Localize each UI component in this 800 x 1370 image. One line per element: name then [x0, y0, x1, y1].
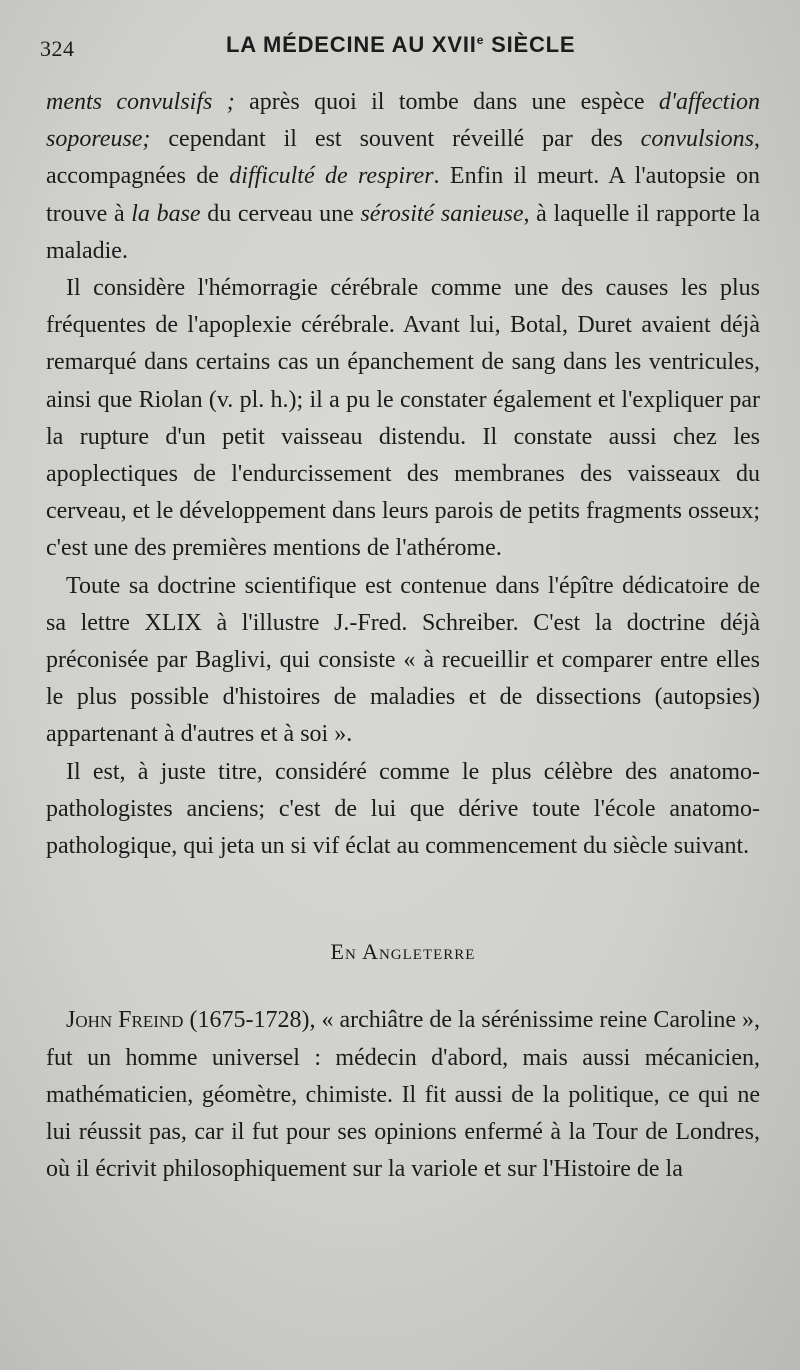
person-name: John Freind: [66, 1007, 184, 1034]
paragraph-freind-text: (1675-1728), « archiâtre de la sérénissime reine Caroline », fut un homme universel : médecin d'abord, mais aussi mécanicien, mathématicien, géomètre, chimiste. Il fit aussi de la politique, ce qui ne lui réussit pas, car il fut pour ses opinions enfermé à la Tour de Londres, où il écrivit philosophiquement sur la variole et sur l'Histoire de la: [46, 1007, 760, 1183]
paragraph-legacy: Il est, à juste titre, considéré comme le plus célèbre des anatomo-pathologistes anciens; c'est de lui que dérive toute l'école anatomo-pathologique, qui jeta un si vif éclat au commencement du siècle suivant.: [46, 758, 760, 860]
italic-term: d'affection soporeuse;: [46, 89, 760, 153]
running-title-superscript: e: [476, 33, 485, 47]
paragraph-hemorrhage: Il considère l'hémorragie cérébrale comme une des causes les plus fréquentes de l'apoplexie cérébrale. Avant lui, Botal, Duret avaient déjà remarqué dans certains cas un épanchement de sang dans les ventricules, ainsi que Riolan (v. pl. h.); il a pu le constater également et l'expliquer par la rupture d'un petit vaisseau distendu. Il constate aussi chez les apoplectiques de l'endurcissement des membranes des vaisseaux du cerveau, et le développement dans leurs parois de petits fragments osseux; c'est une des premières mentions de l'athérome.: [46, 275, 760, 562]
italic-term: sérosité sanieuse: [360, 200, 524, 227]
paragraph-continuation: [46, 84, 760, 270]
running-title: [226, 32, 575, 58]
italic-term: difficulté de respirer: [229, 163, 434, 190]
paragraph-freind: [46, 1002, 760, 1188]
text-run: , accompagnées de: [46, 126, 760, 190]
text-run: , à laquelle il rapporte la maladie.: [46, 200, 760, 264]
text-run: après quoi il tombe dans une espèce: [234, 89, 659, 115]
running-title-main: LA MÉDECINE AU XVII: [226, 32, 477, 57]
running-title-end: SIÈCLE: [484, 32, 576, 57]
section-heading: En Angleterre: [330, 939, 476, 965]
italic-term: convulsions: [640, 126, 754, 153]
italic-term: la base: [131, 200, 201, 227]
paragraph-doctrine: Toute sa doctrine scientifique est contenue dans l'épître dédicatoire de sa lettre XLIX à l'illustre J.-Fred. Schreiber. C'est la doctrine déjà préconisée par Baglivi, qui consiste « à recueillir et comparer entre elles le plus possible d'histoires de maladies et de dissections (autopsies) appartenant à d'autres et à soi ».: [46, 572, 760, 748]
running-head: [40, 22, 760, 66]
italic-term: ments convulsifs ;: [46, 89, 235, 115]
page-number: 324: [40, 36, 75, 61]
text-run: du cerveau une: [200, 200, 361, 227]
body-text: [46, 84, 760, 1188]
text-run: . Enfin il meurt. A l'autopsie on trouve à: [46, 163, 761, 227]
text-run: cependant il est souvent réveillé par des: [150, 126, 641, 153]
